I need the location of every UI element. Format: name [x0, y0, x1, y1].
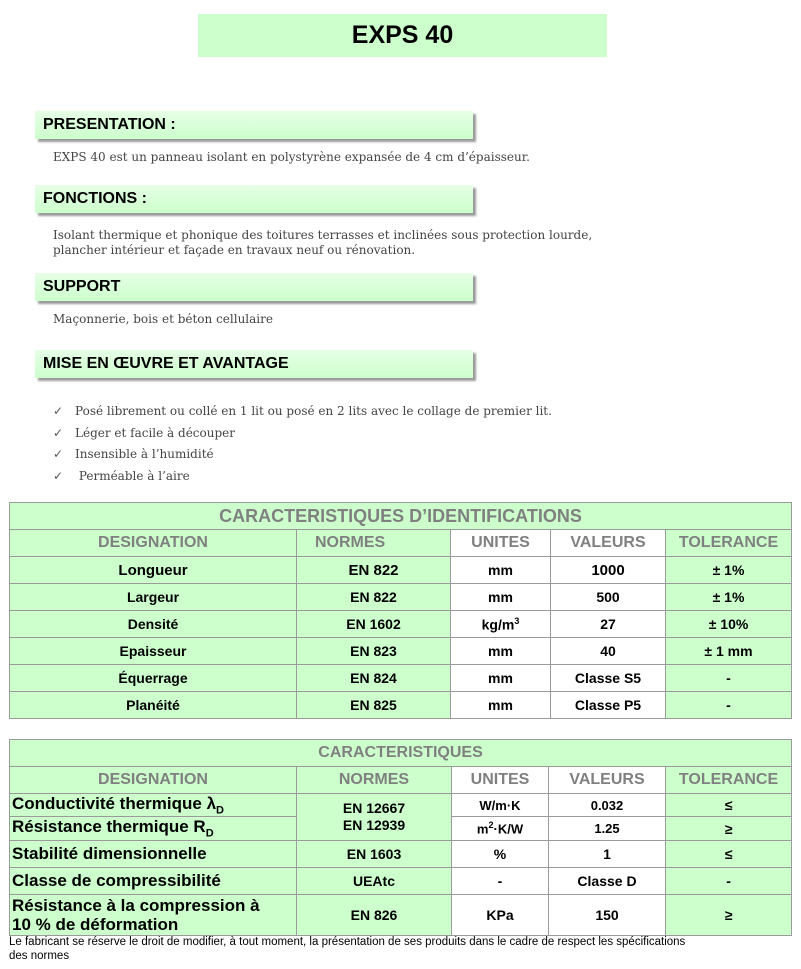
presentation-text: EXPS 40 est un panneau isolant en polystyrène expansée de 4 cm d’épaisseur. [53, 150, 530, 164]
column-header: NORMES [297, 767, 452, 794]
bullet-item: ✓ Perméable à l’aire [53, 469, 190, 483]
column-header: DESIGNATION [10, 530, 297, 557]
table-row: Conductivité thermique $\lambda_D$ EN 12667 EN 12939 W/m·K 0.032 ≤ [10, 794, 792, 817]
column-header: TOLERANCE [666, 767, 792, 794]
column-header: UNITES [452, 767, 549, 794]
table-row: Planéité EN 825 mm Classe P5 - [10, 692, 792, 719]
column-header: TOLERANCE [666, 530, 792, 557]
identification-table [9, 502, 792, 719]
table-row: Équerrage EN 824 mm Classe S5 - [10, 665, 792, 692]
table-row: Stabilité dimensionnelle EN 1603 % 1 ≤ [10, 840, 792, 867]
table-row: Classe de compressibilité UEAtc - Classe D - [10, 867, 792, 894]
check-icon: ✓ [53, 426, 64, 440]
fonctions-text [53, 228, 592, 258]
check-icon: ✓ [53, 469, 64, 483]
footer-note: Le fabricant se réserve le droit de modifier, à tout moment, la présentation de ses produits dans le cadre de respect les spécifications des normes [9, 936, 686, 962]
table-row: Résistance thermique $R_D$ $m^2\cdot K/W$ 1.25 ≥ [10, 817, 792, 840]
check-icon: ✓ [53, 404, 64, 418]
column-header: VALEURS [551, 530, 666, 557]
bullet-item: ✓ Posé librement ou collé en 1 lit ou posé en 2 lits avec le collage de premier lit. [53, 404, 552, 418]
section-heading-presentation: PRESENTATION : [35, 111, 473, 139]
fonctions-line-2: plancher intérieur et façade en travaux neuf ou rénovation. [53, 243, 416, 257]
column-header: NORMES [297, 530, 451, 557]
bullet-item: ✓ Léger et facile à découper [53, 426, 235, 440]
section-heading-support: SUPPORT [35, 273, 473, 301]
table-row: Densité EN 1602 $kg/m^3$ 27 ± 10% [10, 611, 792, 638]
page-title: EXPS 40 [198, 14, 607, 57]
table-row: Epaisseur EN 823 mm 40 ± 1 mm [10, 638, 792, 665]
fonctions-line-1: Isolant thermique et phonique des toitures terrasses et inclinées sous protection lourde, [53, 228, 593, 242]
table-row: Largeur EN 822 mm 500 ± 1% [10, 584, 792, 611]
check-icon: ✓ [53, 447, 64, 461]
column-header: UNITES [451, 530, 551, 557]
support-text: Maçonnerie, bois et béton cellulaire [53, 312, 273, 326]
bullet-item: ✓ Insensible à l’humidité [53, 447, 214, 461]
column-header: VALEURS [549, 767, 666, 794]
column-header: DESIGNATION [10, 767, 297, 794]
section-heading-fonctions: FONCTIONS : [35, 185, 473, 213]
table-row: Longueur EN 822 mm 1000 ± 1% [10, 557, 792, 584]
table-row: Résistance à la compression à 10 % de déformation EN 826 KPa 150 ≥ [10, 894, 792, 935]
section-heading-mise-en-oeuvre: MISE EN ŒUVRE ET AVANTAGE [35, 350, 473, 378]
characteristics-table [9, 739, 792, 936]
table-caption: CARACTERISTIQUES D’IDENTIFICATIONS [10, 503, 792, 530]
table-caption: CARACTERISTIQUES [10, 740, 792, 767]
